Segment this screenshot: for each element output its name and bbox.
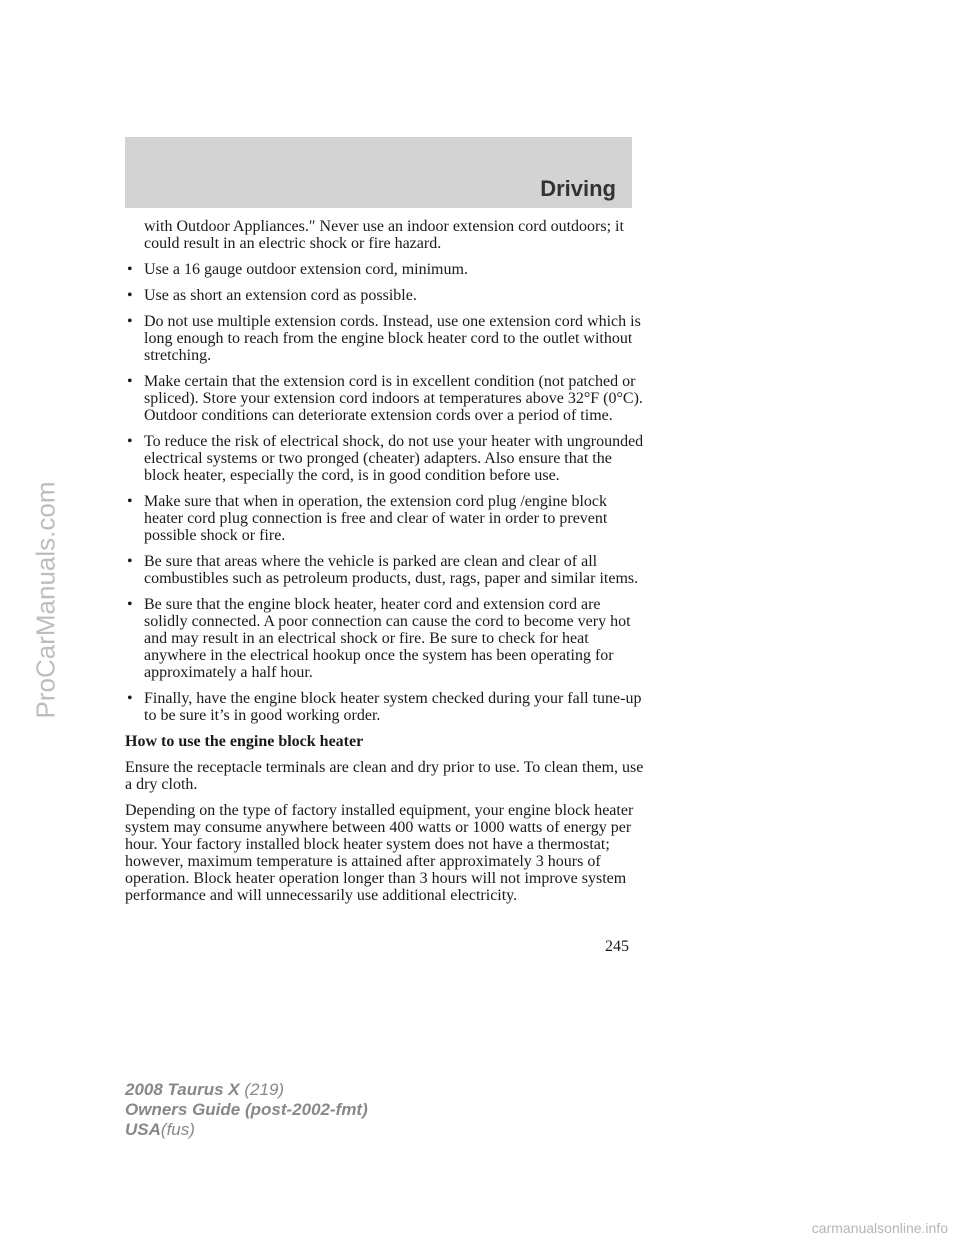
side-watermark-text: ProCarManuals.com — [30, 481, 61, 719]
footer-model: 2008 Taurus X — [125, 1080, 240, 1099]
footer-market-code: (fus) — [160, 1120, 195, 1139]
page-content — [125, 218, 645, 913]
document-footer — [125, 1080, 368, 1140]
footer-line-3 — [125, 1120, 368, 1140]
bullet-item: • Make sure that when in operation, the extension cord plug /engine block heater cord plug connection is free and clear of water in order to prevent possible shock or fire. — [125, 493, 645, 544]
bullet-item: • Do not use multiple extension cords. Instead, use one extension cord which is long enough to reach from the engine block heater cord to the outlet without stretching. — [125, 313, 645, 364]
footer-market: USA — [125, 1120, 161, 1139]
side-watermark — [28, 385, 64, 815]
site-watermark: carmanualsonline.info — [811, 1220, 948, 1236]
bullet-item: • Use a 16 gauge outdoor extension cord, minimum. — [125, 261, 645, 278]
footer-guide: Owners Guide (post-2002-fmt) — [125, 1100, 368, 1119]
continuation-paragraph: with Outdoor Appliances.″ Never use an indoor extension cord outdoors; it could result in an electric shock or fire hazard. — [144, 218, 624, 252]
safety-bullet-list — [125, 261, 645, 724]
footer-model-code: (219) — [244, 1080, 285, 1099]
footer-line-2 — [125, 1100, 368, 1120]
bullet-item: • To reduce the risk of electrical shock, do not use your heater with ungrounded electrical systems or two pronged (cheater) adapters. Also ensure that the block heater, especially the cord, is in good condition before use. — [125, 433, 645, 484]
bullet-item: • Use as short an extension cord as possible. — [125, 287, 645, 304]
bullet-item: • Make certain that the extension cord is in excellent condition (not patched or spliced). Store your extension cord indoors at temperatures above 32°F (0°C). Outdoor conditions can deteriorate extension cords over a period of time. — [125, 373, 645, 424]
footer-line-1 — [125, 1080, 368, 1100]
bullet-item: • Be sure that areas where the vehicle is parked are clean and clear of all combustibles such as petroleum products, dust, rags, paper and similar items. — [125, 553, 645, 587]
bullet-item: • Finally, have the engine block heater system checked during your fall tune-up to be sure it’s in good working order. — [125, 690, 645, 724]
bullet-item: • Be sure that the engine block heater, heater cord and extension cord are solidly connected. A poor connection can cause the cord to become very hot and may result in an electrical shock or fire. Be sure to check for heat anywhere in the electrical hookup once the system has been operating for approximately a half hour. — [125, 596, 645, 681]
section-title: Driving — [540, 176, 616, 201]
subheading: How to use the engine block heater — [125, 733, 364, 750]
page-number: 245 — [605, 938, 629, 955]
section-header-band — [125, 137, 632, 208]
body-paragraph: Ensure the receptacle terminals are clean and dry prior to use. To clean them, use a dry cloth. — [125, 759, 644, 793]
body-paragraph: Depending on the type of factory installed equipment, your engine block heater system may consume anywhere between 400 watts or 1000 watts of energy per hour. Your factory installed block heater system does not have a thermostat; however, maximum temperature is attained after approximately 3 hours of operation. Block heater operation longer than 3 hours will not improve system performance and will unnecessarily use additional electricity. — [125, 802, 634, 904]
